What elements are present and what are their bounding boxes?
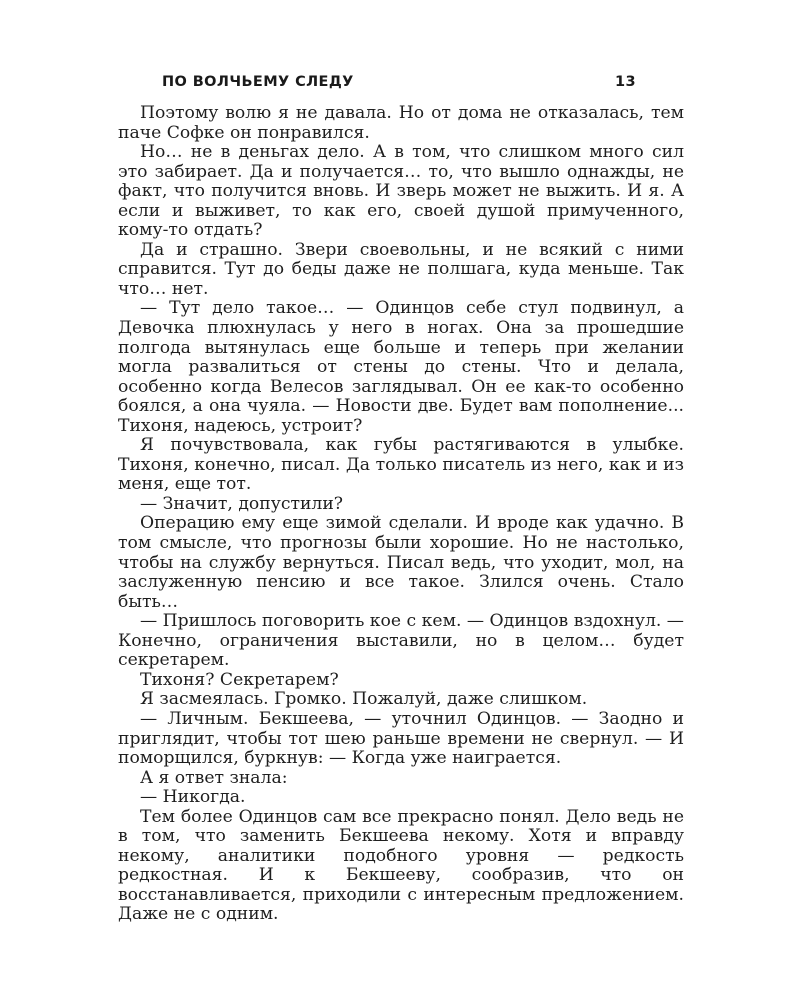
paragraph: Тихоня? Секретарем? xyxy=(140,669,339,690)
paragraph: Но… не в деньгах дело. А в том, что слишком много сил это забирает. Да и получается… то, что вышло однажды, не факт, что получится вновь. И зверь может не выжить. И я. А если и выживет, то как его, своей душой примученного, кому-то отдать? xyxy=(118,142,684,241)
body-text xyxy=(118,104,684,925)
paragraph: Я засмеялась. Громко. Пожалуй, даже слишком. xyxy=(140,689,588,710)
paragraph: Тем более Одинцов сам все прекрасно понял. Дело ведь не в том, что заменить Бекшеева некому. Хотя и вправду некому, аналитики подобного уровня — редкость редкостная. И к Бекшееву, сообразив, что он восстанавливается, приходили с интересным предложением. Даже не с одним. xyxy=(118,806,684,925)
paragraph: — Пришлось поговорить кое с кем. — Одинцов вздохнул. — Конечно, ограничения выставили, но в целом… будет секретарем. xyxy=(118,611,684,671)
paragraph: — Тут дело такое… — Одинцов себе стул подвинул, а Девочка плюхнулась у него в ногах. Она за прошедшие полгода вытянулась еще больше и теперь при желании могла развалиться от стены до стены. Что и делала, особенно когда Велесов заглядывал. Он ее как-то особенно боялся, а она чуяла. — Новости две. Будет вам пополнение... Тихоня, надеюсь, устроит? xyxy=(118,298,684,436)
paragraph: Да и страшно. Звери своевольны, и не всякий с ними справится. Тут до беды даже не полшага, куда меньше. Так что… нет. xyxy=(118,239,684,299)
paragraph: Я почувствовала, как губы растягиваются в улыбке. Тихоня, конечно, писал. Да только писатель из него, как и из меня, еще тот. xyxy=(118,435,684,495)
paragraph: — Личным. Бекшеева, — уточнил Одинцов. — Заодно и приглядит, чтобы тот шею раньше времени не свернул. — И поморщился, буркнув: — Когда уже наиграется. xyxy=(118,708,684,769)
book-page xyxy=(118,0,684,1000)
running-header xyxy=(162,74,636,94)
paragraph: Поэтому волю я не давала. Но от дома не отказалась, тем паче Софке он понравился. xyxy=(118,103,684,143)
running-title: ПО ВОЛЧЬЕМУ СЛЕДУ xyxy=(162,74,354,90)
page-number: 13 xyxy=(615,74,636,90)
paragraph: — Значит, допустили? xyxy=(140,493,343,514)
paragraph: — Никогда. xyxy=(140,787,246,808)
paragraph: А я ответ знала: xyxy=(140,767,288,788)
paragraph: Операцию ему еще зимой сделали. И вроде как удачно. В том смысле, что прогнозы были хорошие. Но не настолько, чтобы на службу вернуться. Писал ведь, что уходит, мол, на заслуженную пенсию и все такое. Злился очень. Стало быть… xyxy=(118,513,684,612)
